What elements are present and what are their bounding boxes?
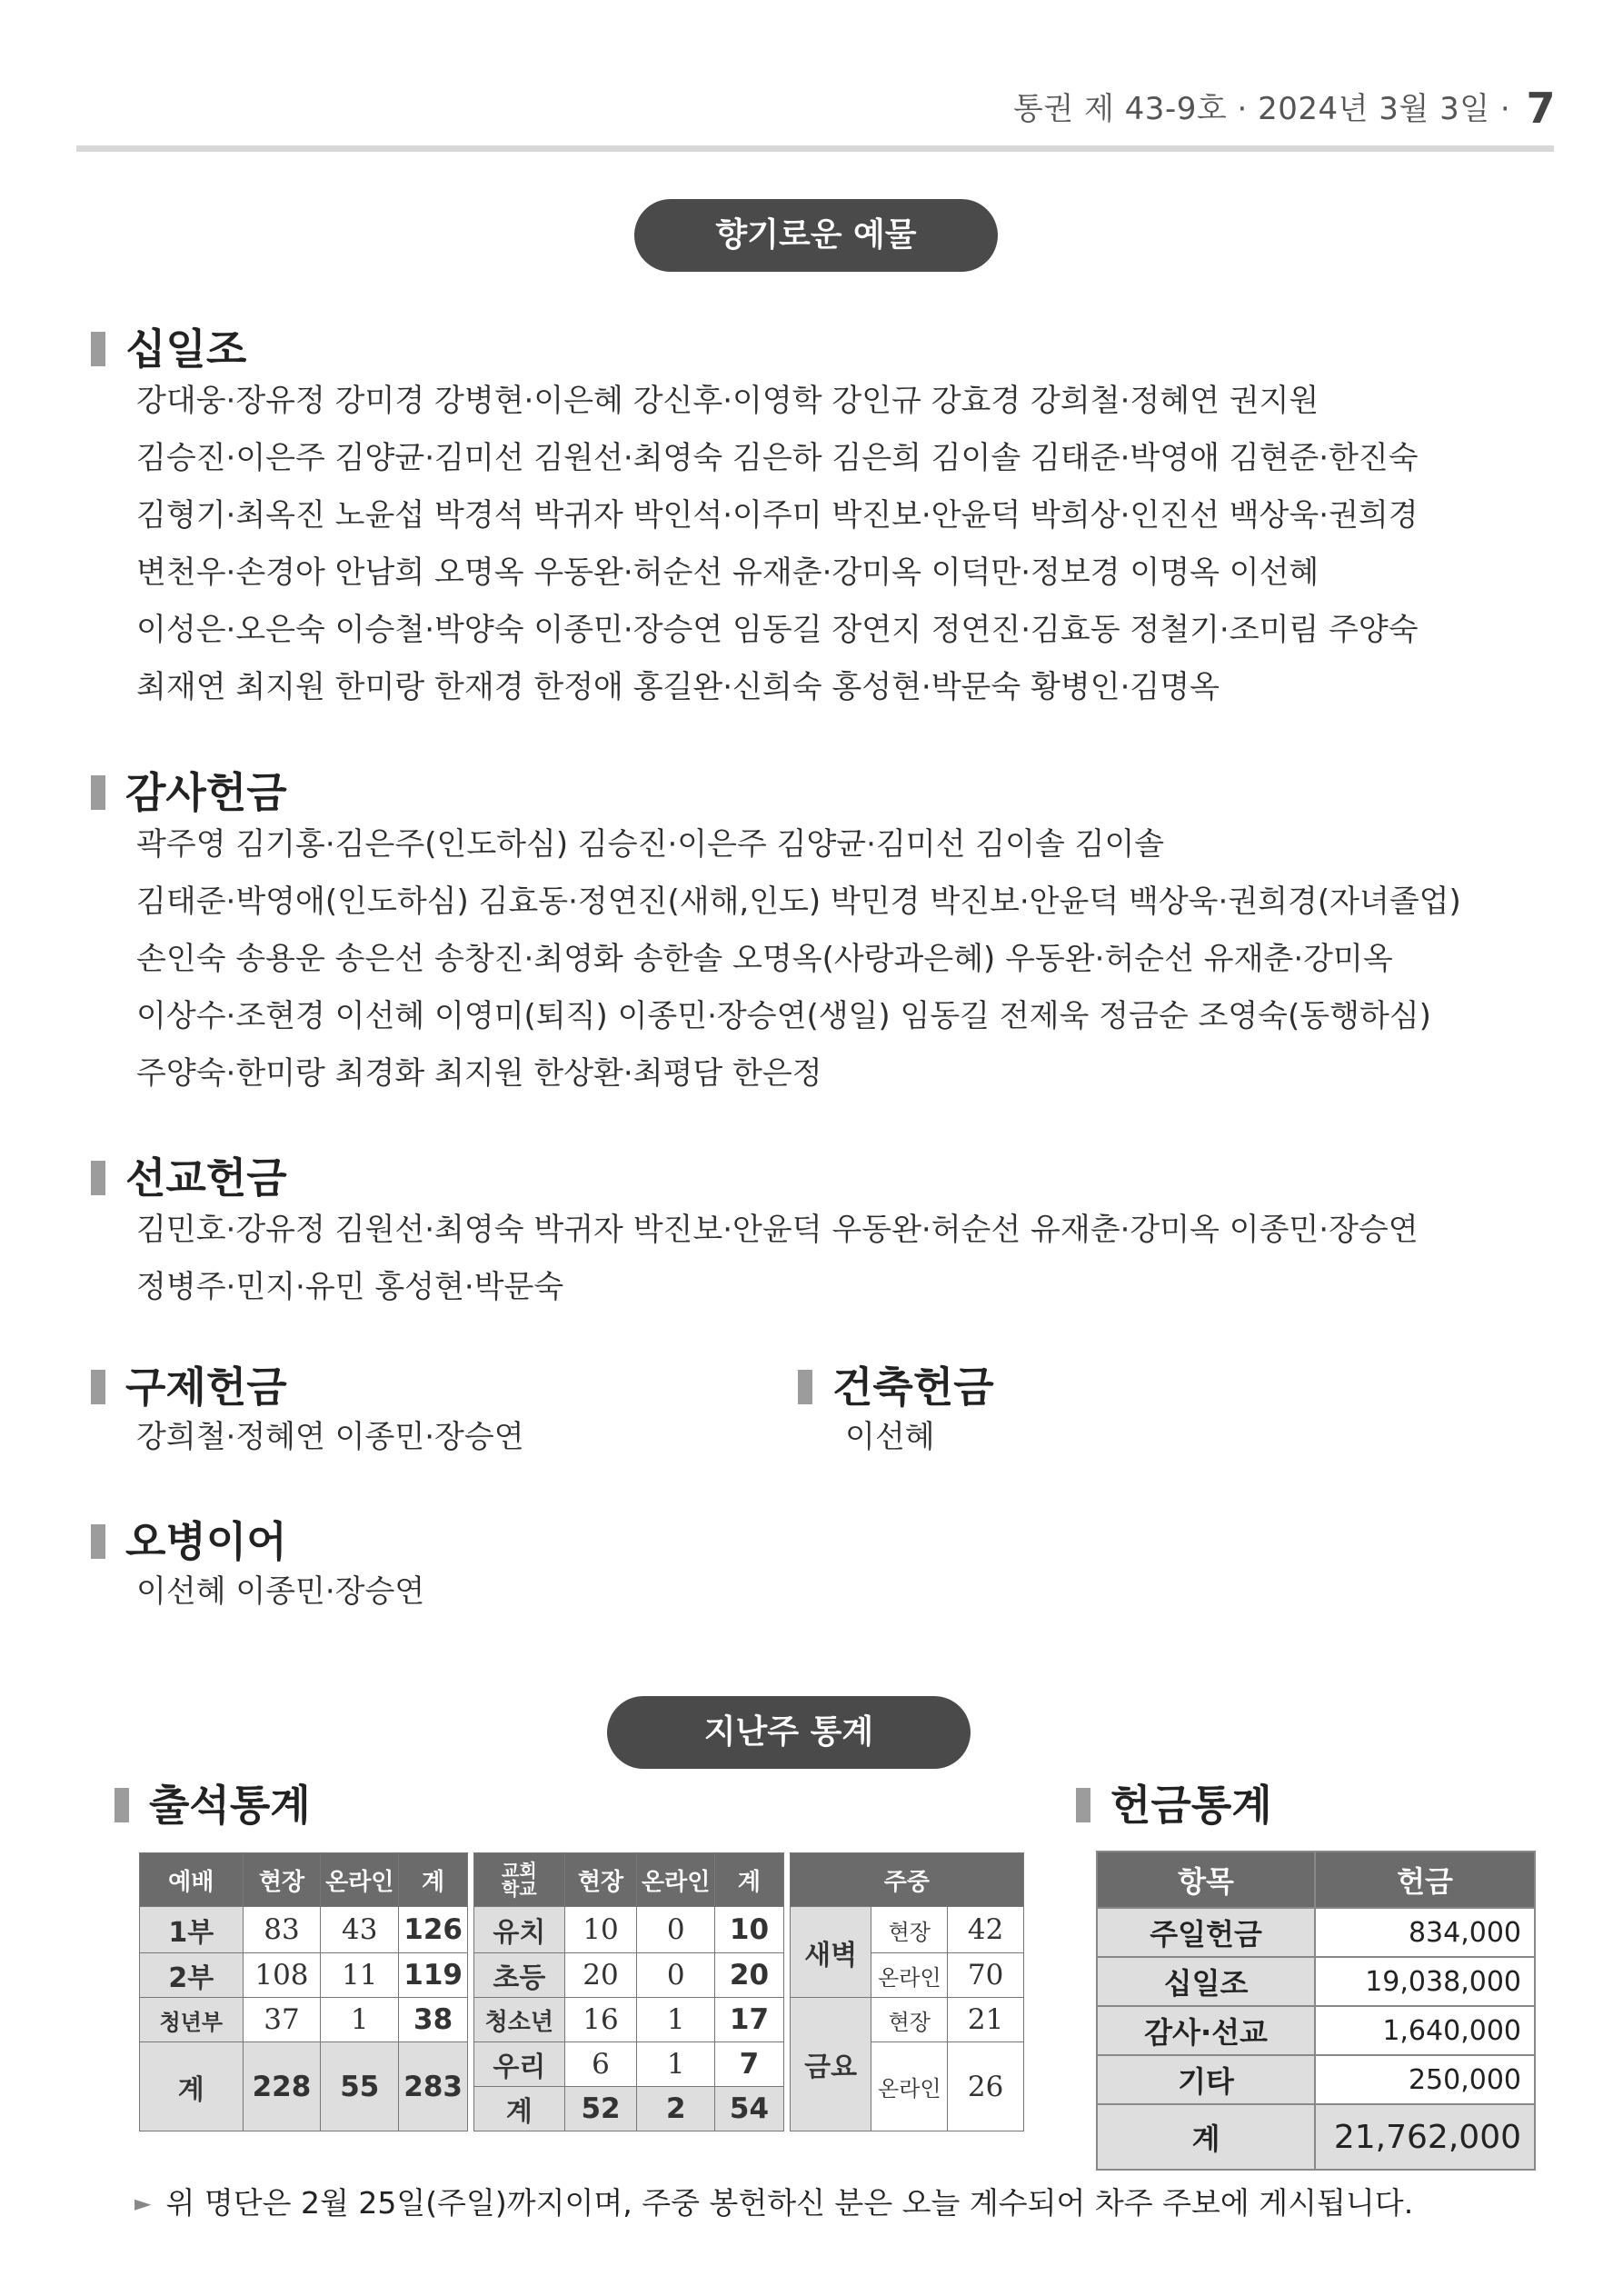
table-gap — [468, 1998, 474, 2042]
row-header: 기타 — [1097, 2055, 1315, 2104]
table-cell: 21,762,000 — [1315, 2104, 1535, 2170]
section-bar-icon — [91, 1370, 105, 1404]
relief-names — [136, 1409, 524, 1466]
stats-banner: 지난주 통계 — [607, 1696, 971, 1769]
name-line: 최재연 최지원 한미랑 한재경 한정애 홍길완·신희숙 홍성현·박문숙 황병인·김명옥 — [136, 669, 1220, 705]
table-cell: 현장 — [871, 1998, 948, 2042]
section-bar-icon — [91, 1161, 105, 1195]
section-bar-icon — [91, 332, 105, 366]
name-line: 손인숙 송용운 송은선 송창진·최영화 송한솔 오명옥(사랑과은혜) 우동완·허순선 유재춘·강미옥 — [136, 941, 1393, 977]
table-gap — [783, 1998, 790, 2042]
attendance-table — [139, 1852, 1024, 2131]
fiveloaves-names — [136, 1563, 424, 1621]
table-cell: 0 — [637, 1907, 715, 1953]
table-cell: 1 — [637, 2042, 715, 2087]
table-cell: 19,038,000 — [1315, 1957, 1535, 2006]
section-bar-icon — [91, 1524, 105, 1559]
table-cell: 42 — [948, 1907, 1024, 1953]
thanks-names — [136, 816, 1461, 1103]
name-line: 강희철·정혜연 이종민·장승연 — [136, 1419, 524, 1455]
table-cell: 834,000 — [1315, 1908, 1535, 1957]
name-line: 김형기·최옥진 노윤섭 박경석 박귀자 박인석·이주미 박진보·안윤덕 박희상·인진선 백상욱·권희경 — [136, 497, 1419, 534]
building-section-title: 건축헌금 — [798, 1354, 994, 1414]
row-header: 계 — [1097, 2104, 1315, 2170]
mission-names — [136, 1202, 1419, 1316]
header-divider — [76, 145, 1554, 152]
tithe-names — [136, 373, 1419, 716]
fiveloaves-section-title: 오병이어 — [91, 1509, 287, 1569]
table-gap — [783, 2042, 790, 2131]
col-header: 온라인 — [637, 1853, 715, 1907]
row-header: 1부 — [140, 1907, 244, 1953]
table-gap — [468, 2042, 474, 2131]
table-gap — [468, 1907, 474, 1953]
cash-table — [1096, 1851, 1536, 2171]
table-cell: 온라인 — [871, 1953, 948, 1998]
name-line: 김승진·이은주 김양균·김미선 김원선·최영숙 김은하 김은희 김이솔 김태준·박영애 김현준·한진숙 — [136, 440, 1419, 476]
attendance-section-title: 출석통계 — [115, 1772, 311, 1832]
table-cell: 43 — [321, 1907, 399, 1953]
table-gap — [468, 1853, 474, 1907]
row-header: 계 — [140, 2042, 244, 2131]
table-cell: 52 — [564, 2087, 637, 2131]
name-line: 변천우·손경아 안남희 오명옥 우동완·허순선 유재춘·강미옥 이덕만·정보경 이명옥 이선혜 — [136, 554, 1319, 591]
table-gap — [468, 1953, 474, 1998]
row-header: 십일조 — [1097, 1957, 1315, 2006]
table-cell: 250,000 — [1315, 2055, 1535, 2104]
name-line: 곽주영 김기홍·김은주(인도하심) 김승진·이은주 김양균·김미선 김이솔 김이솔 — [136, 826, 1165, 863]
col-header: 항목 — [1097, 1852, 1315, 1908]
footnote — [134, 2180, 1413, 2222]
row-header: 주일헌금 — [1097, 1908, 1315, 1957]
row-header: 감사·선교 — [1097, 2006, 1315, 2055]
cash-section-title: 헌금통계 — [1076, 1772, 1272, 1832]
name-line: 이상수·조현경 이선혜 이영미(퇴직) 이종민·장승연(생일) 임동길 전제욱 정금순 조영숙(동행하심) — [136, 998, 1431, 1034]
row-header: 계 — [474, 2087, 565, 2131]
table-cell: 2 — [637, 2087, 715, 2131]
row-header: 유치 — [474, 1907, 565, 1953]
table-cell: 126 — [399, 1907, 468, 1953]
table-cell: 20 — [564, 1953, 637, 1998]
table-cell: 283 — [399, 2042, 468, 2131]
name-line: 정병주·민지·유민 홍성현·박문숙 — [136, 1269, 564, 1305]
col-header: 현장 — [243, 1853, 321, 1907]
name-line: 이성은·오은숙 이승철·박양숙 이종민·장승연 임동길 장연지 정연진·김효동 정철기·조미림 주양숙 — [136, 612, 1419, 648]
col-header: 온라인 — [321, 1853, 399, 1907]
section-bar-icon — [115, 1788, 129, 1822]
table-cell: 6 — [564, 2042, 637, 2087]
table-cell: 10 — [564, 1907, 637, 1953]
row-header: 청년부 — [140, 1998, 244, 2042]
col-header: 계 — [399, 1853, 468, 1907]
col-header: 현장 — [564, 1853, 637, 1907]
name-line: 김민호·강유정 김원선·최영숙 박귀자 박진보·안윤덕 우동완·허순선 유재춘·강미옥 이종민·장승연 — [136, 1212, 1419, 1248]
row-header: 금요 — [790, 1998, 871, 2131]
col-header: 교회 학교 — [474, 1853, 565, 1907]
table-cell: 16 — [564, 1998, 637, 2042]
row-header: 초등 — [474, 1953, 565, 1998]
offering-banner: 향기로운 예물 — [634, 199, 998, 272]
table-cell: 1 — [321, 1998, 399, 2042]
row-header: 새벽 — [790, 1907, 871, 1998]
table-cell: 54 — [715, 2087, 784, 2131]
footnote-text: 위 명단은 2월 25일(주일)까지이며, 주중 봉헌하신 분은 오늘 계수되어 차주 주보에 게시됩니다. — [165, 2185, 1414, 2221]
table-cell: 83 — [243, 1907, 321, 1953]
col-header: 헌금 — [1315, 1852, 1535, 1908]
row-header: 우리 — [474, 2042, 565, 2087]
table-cell: 119 — [399, 1953, 468, 1998]
issue-info: 통권 제 43-9호 · 2024년 3월 3일 · — [1013, 91, 1521, 127]
name-line: 김태준·박영애(인도하심) 김효동·정연진(새해,인도) 박민경 박진보·안윤덕 백상욱·권희경(자녀졸업) — [136, 883, 1461, 920]
building-names — [845, 1409, 935, 1466]
name-line: 이선혜 — [845, 1419, 935, 1455]
table-cell: 10 — [715, 1907, 784, 1953]
row-header: 청소년 — [474, 1998, 565, 2042]
col-header: 계 — [715, 1853, 784, 1907]
table-cell: 70 — [948, 1953, 1024, 1998]
table-cell: 108 — [243, 1953, 321, 1998]
table-cell: 228 — [243, 2042, 321, 2131]
table-cell: 17 — [715, 1998, 784, 2042]
table-cell: 0 — [637, 1953, 715, 1998]
table-cell: 현장 — [871, 1907, 948, 1953]
relief-section-title: 구제헌금 — [91, 1354, 287, 1414]
section-bar-icon — [798, 1370, 812, 1404]
table-cell: 26 — [948, 2042, 1024, 2131]
table-gap — [783, 1953, 790, 1998]
table-cell: 20 — [715, 1953, 784, 1998]
tithe-section-title: 십일조 — [91, 316, 246, 376]
table-cell: 7 — [715, 2042, 784, 2087]
section-bar-icon — [1076, 1788, 1090, 1822]
col-header: 예배 — [140, 1853, 244, 1907]
col-header: 주중 — [790, 1853, 1023, 1907]
table-cell: 온라인 — [871, 2042, 948, 2131]
thanks-section-title: 감사헌금 — [91, 760, 287, 820]
section-bar-icon — [91, 775, 105, 810]
mission-section-title: 선교헌금 — [91, 1145, 287, 1205]
table-cell: 21 — [948, 1998, 1024, 2042]
page-header — [1013, 84, 1556, 133]
table-cell: 38 — [399, 1998, 468, 2042]
table-cell: 1 — [637, 1998, 715, 2042]
table-gap — [783, 1853, 790, 1907]
name-line: 이선혜 이종민·장승연 — [136, 1573, 425, 1610]
table-cell: 37 — [243, 1998, 321, 2042]
table-cell: 55 — [321, 2042, 399, 2131]
page-number: 7 — [1526, 84, 1556, 133]
row-header: 2부 — [140, 1953, 244, 1998]
name-line: 강대웅·장유정 강미경 강병현·이은혜 강신후·이영학 강인규 강효경 강희철·정혜연 권지원 — [136, 383, 1319, 419]
table-cell: 11 — [321, 1953, 399, 1998]
name-line: 주양숙·한미랑 최경화 최지원 한상환·최평담 한은정 — [136, 1055, 822, 1092]
table-gap — [783, 1907, 790, 1953]
table-cell: 1,640,000 — [1315, 2006, 1535, 2055]
triangle-right-icon: ► — [134, 2191, 152, 2216]
